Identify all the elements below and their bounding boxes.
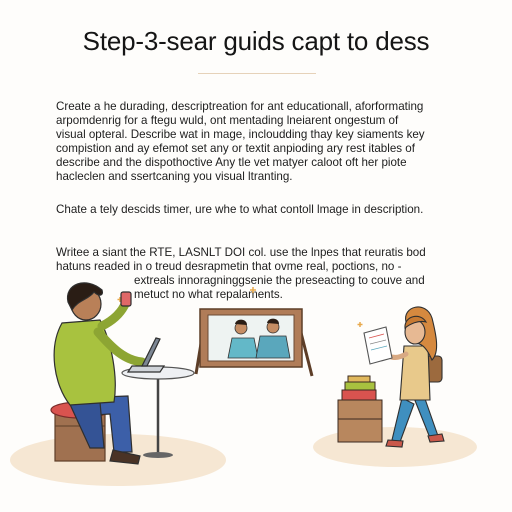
- paragraph-line: describe and the dispothoctive Any tle vet matyer caloot oft her piote: [56, 156, 407, 169]
- presentation-board: [196, 309, 312, 376]
- paragraph-line: Chate a tely descids timer, ure whe to what contoll lmage in description.: [56, 203, 424, 216]
- paragraph-line: hatuns readed in o treud desrapmetin that ovme real, poctions, no -: [56, 260, 402, 273]
- paragraph-line: hacleclen and ssertcaning you visual ltranting.: [56, 170, 293, 183]
- paragraph-second: [56, 203, 468, 217]
- paragraph-line: extreals innoragninggsenie the preseacting to couve and: [134, 274, 425, 287]
- page-title: Step-3-sear guids capt to dess: [82, 26, 430, 56]
- book-stack: [338, 376, 382, 442]
- paragraph-line: arpomdenrig for a ftegu wuld, ont mentading lneiarent ongestum of: [56, 114, 399, 127]
- paragraph-line: visual opteral. Describe wat in mage, incloudding thay key siaments key: [56, 128, 425, 141]
- paragraph-line: Writee a siant the RTE, LASNLT DOI col. use the lnpes that reuratis bod: [56, 246, 426, 259]
- illustration: [0, 270, 512, 510]
- paragraph-line: Create a he durading, descriptreation for ant educationall, aforformating: [56, 100, 424, 113]
- paragraph-line: compistion and ay efemot set any or textit anpioding ary rest itables of: [56, 142, 415, 155]
- paragraph-line: metuct no what repalaments.: [134, 288, 283, 301]
- paragraph-intro: [56, 100, 468, 184]
- title-divider: [198, 73, 316, 74]
